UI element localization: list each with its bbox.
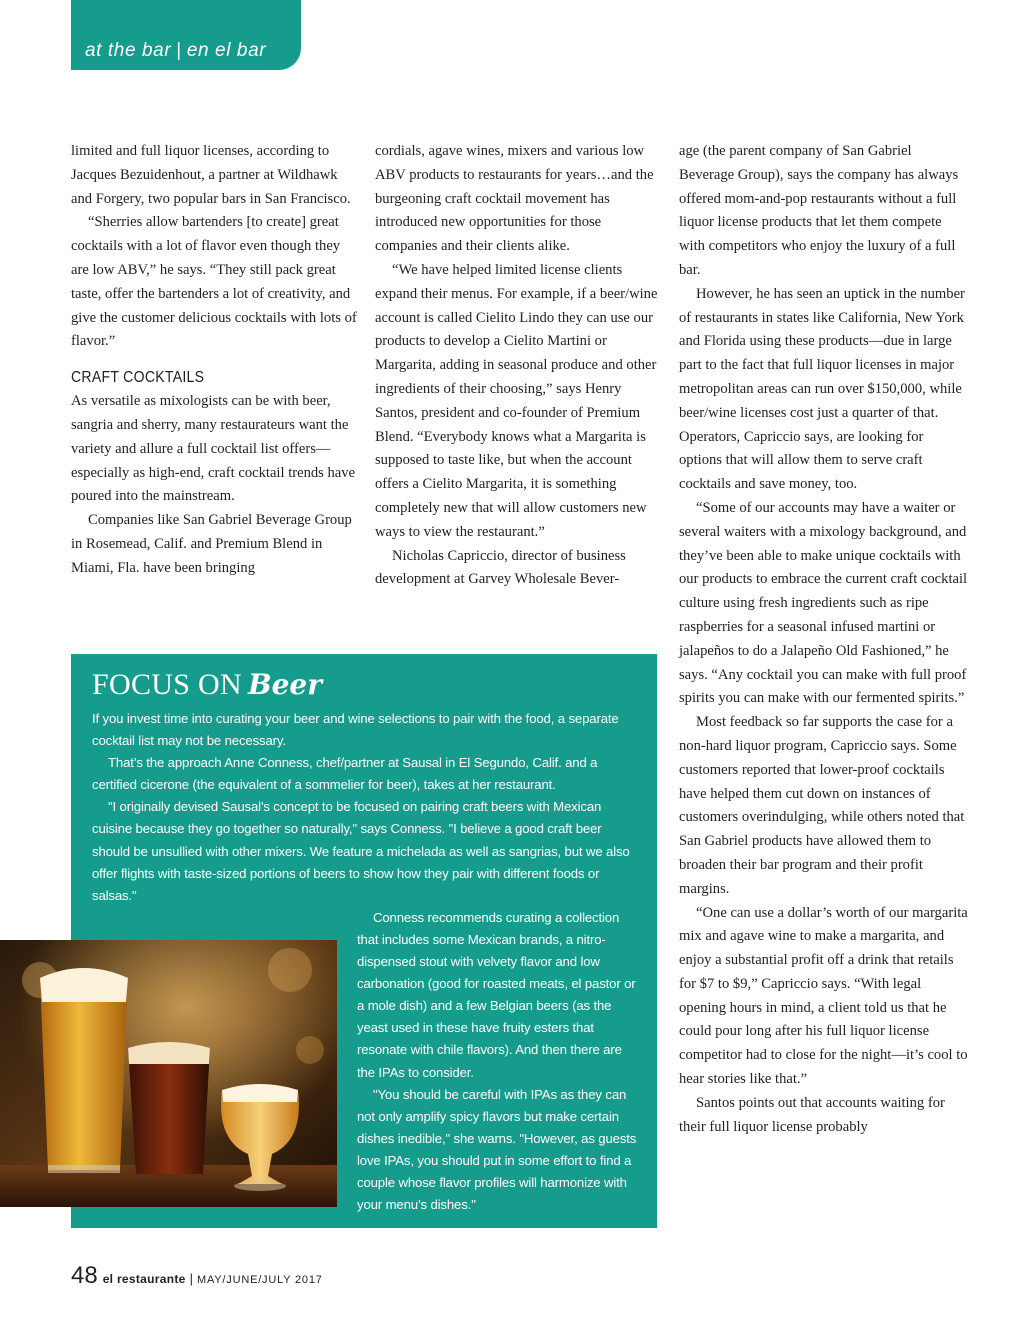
magazine-name: el restaurante: [102, 1272, 186, 1286]
paragraph: As versatile as mixologists can be with beer, sangria and sherry, many restaurateurs want the variety and allure a full cocktail list offers—especially as high-end, craft cocktail trends have poured into the mainstream.: [71, 393, 356, 505]
paragraph: age (the parent company of San Gabriel Beverage Group), says the company has always offered mom-and-pop restaurants without a full liquor license products that let them compete with competitors who enjoy the luxury of a full bar.: [679, 143, 959, 278]
page-footer: [71, 1262, 323, 1290]
sidebar-paragraph: Conness recommends curating a collection that includes some Mexican brands, a nitro-dispensed stout with velvety flavor and low carbonation (good for roasted meats, el pastor or a mole dish) and a few Belgian beers (as the yeast used in these have fruity esters that resonate with chile flavors). And then there are the IPAs to consider.: [357, 909, 636, 1080]
paragraph: cordials, agave wines, mixers and various low ABV products to restaurants for years…and the burgeoning craft cocktail movement has introduced new opportunities for those companies and their clients alike.: [375, 143, 654, 255]
sidebar-title-word: Beer: [247, 668, 322, 701]
sidebar-title-prefix: FOCUS ON: [92, 668, 242, 701]
subheading-craft-cocktails: CRAFT COCKTAILS: [71, 369, 205, 387]
sidebar-paragraph: "You should be careful with IPAs as they can not only amplify spicy flavors but make certain dishes inedible," she warns. "However, as guests love IPAs, you should put in some effort to find a couple whose flavor profiles will harmonize with your menu’s dishes.": [357, 1086, 637, 1213]
beer-glasses-photo: [0, 940, 337, 1207]
paragraph: Santos points out that accounts waiting for their full liquor license probably: [679, 1094, 945, 1135]
paragraph: Most feedback so far supports the case for a non-hard liquor program, Capriccio says. Some customers reported that lower-proof cocktails have helped them cut down on instances of customers overindulging, while others noted that San Gabriel products have allowed them to broaden their bar program and their profit margins.: [679, 714, 965, 897]
section-title-es: en el bar: [186, 40, 267, 61]
paragraph: However, he has seen an uptick in the number of restaurants in states like California, New York and Florida using these products—due in large part to the fact that full liquor licenses in major metropolitan areas can run over $150,000, while beer/wine licenses cost just a quarter of that. Operators, Capriccio says, are looking for options that will allow them to serve craft cocktails and save money, too.: [679, 285, 965, 493]
article-column-3: [679, 140, 969, 1139]
section-tab: [71, 0, 301, 70]
paragraph: Companies like San Gabriel Beverage Group in Rosemead, Calif. and Premium Blend in Miami, Fla. have been bringing: [71, 512, 352, 576]
sidebar-paragraph: That’s the approach Anne Conness, chef/partner at Sausal in El Segundo, Calif. and a certified cicerone (the equivalent of a sommelier for beer), takes at her restaurant.: [92, 755, 598, 793]
section-title: [85, 40, 266, 62]
paragraph: limited and full liquor licenses, according to Jacques Bezuidenhout, a partner at Wildhawk and Forgery, two popular bars in San Francisco.: [71, 143, 351, 207]
paragraph: “We have helped limited license clients expand their menus. For example, if a beer/wine account is called Cielito Lindo they can use our products to develop a Cielito Martini or Margarita, adding in seasonal produce and other ingredients of their choosing,” says Henry Santos, president and co-founder of Premium Blend. “Everybody knows what a Margarita is supposed to taste like, but when the account offers a Cielito Margarita, it is something completely new that will allow customers new ways to view the restaurant.”: [375, 261, 658, 540]
sidebar-paragraph: If you invest time into curating your beer and wine selections to pair with the food, a separate cocktail list may not be necessary.: [92, 711, 619, 749]
issue-date: MAY/JUNE/JULY 2017: [197, 1274, 323, 1286]
paragraph: “One can use a dollar’s worth of our margarita mix and agave wine to make a margarita, and enjoy a substantial profit off a drink that retails for $7 to $9,” Capriccio says. “With legal opening hours in mind, a client told us that he could pour long after his full liquor license competitor had to close for the night—it’s cool to hear stories like that.”: [679, 904, 968, 1088]
paragraph: “Sherries allow bartenders [to create] great cocktails with a lot of flavor even though they are low ABV,” he says. “They still pack great taste, offer the bartenders a lot of creativity, and give the customer delicious cocktails with lots of flavor.”: [71, 214, 357, 350]
section-separator: |: [176, 40, 182, 61]
article-column-2: [375, 140, 665, 592]
article-column-1: [71, 140, 361, 581]
sidebar-title: [92, 668, 322, 702]
footer-separator: |: [189, 1271, 193, 1286]
sidebar-paragraph: "I originally devised Sausal's concept to be focused on pairing craft beers with Mexican cuisine because they go together so naturally," says Conness. "I believe a good craft beer should be unsullied with other mixers. We feature a michelada as well as sangrias, but we also offer flights with taste-sized portions of beers to show how they pair with different foods or salsas.": [92, 799, 630, 903]
paragraph: “Some of our accounts may have a waiter or several waiters with a mixology background, and they’ve been able to make unique cocktails with our products to embrace the current craft cocktail culture using fresh ingredients such as ripe raspberries for a seasonal infused martini or jalapeños to do a Jalapeño Old Fashioned,” he says. “Any cocktail you can make with full proof spirits you can make with our fermented spirits.”: [679, 499, 968, 707]
section-title-en: at the bar: [85, 40, 172, 61]
page-number: 48: [71, 1262, 98, 1289]
paragraph: Nicholas Capriccio, director of business development at Garvey Wholesale Bever-: [375, 547, 626, 588]
